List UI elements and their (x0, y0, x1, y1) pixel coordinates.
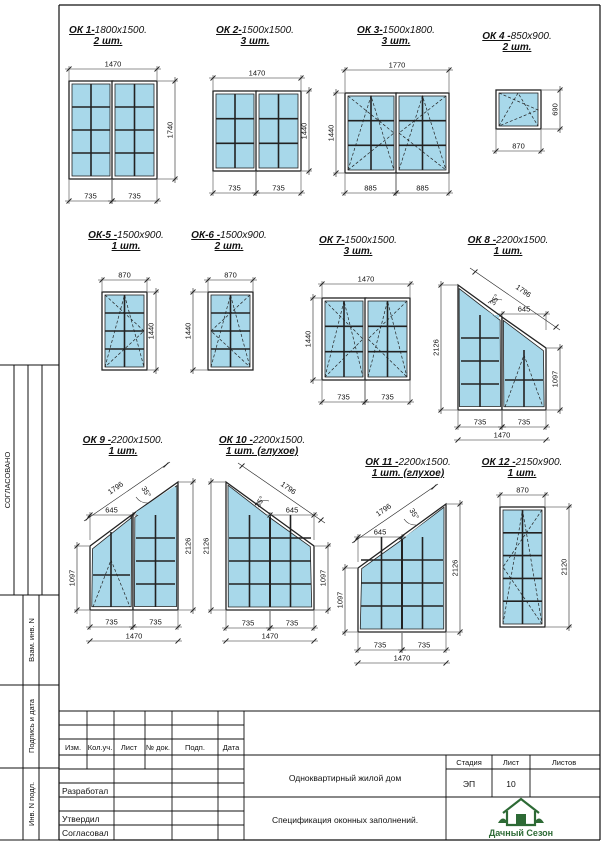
tb-sheet-value: 10 (506, 779, 516, 789)
angle-label: 35° (139, 484, 153, 499)
dimension-label: 1440 (183, 322, 193, 340)
window-quantity: 1 шт. (111, 241, 141, 252)
dimension-label: 1796 (106, 479, 125, 497)
window-quantity: 1 шт. (507, 468, 537, 479)
window-quantity: 3 шт. (343, 246, 373, 257)
dimension-label: 1440 (303, 330, 313, 348)
window-size: 2200х1500. (496, 235, 549, 246)
side-inv-orig-label: Инв. N подл. (27, 781, 36, 827)
dimension-label: 735 (128, 191, 141, 201)
window-code: ОК 10 - (218, 435, 253, 446)
tb-header-sign: Подп. (185, 743, 205, 752)
dimension-label: 1470 (357, 274, 375, 284)
dimension-label: 735 (381, 392, 394, 402)
dimension-label: 735 (272, 183, 285, 193)
tb-developed: Разработал (62, 786, 109, 796)
side-agreed-label: СОГЛАСОВАНО (3, 451, 12, 509)
dimension-label: 2126 (431, 339, 441, 356)
window-quantity: 2 шт. (502, 42, 532, 53)
tb-sheets-label: Листов (551, 758, 577, 767)
dimension-label: 735 (473, 417, 487, 427)
dimension-label: 735 (517, 417, 531, 427)
dimension-label: 735 (105, 617, 118, 627)
dimension-label: 870 (512, 141, 525, 151)
angle-label: 35° (407, 506, 421, 521)
dimension-label: 645 (373, 527, 387, 537)
window-title (69, 25, 147, 36)
window-ok5 (88, 230, 164, 374)
company-logo (489, 799, 553, 838)
dimension-label: 735 (417, 640, 431, 650)
window-code: ОК 1- (69, 25, 95, 36)
window-quantity: 2 шт. (93, 36, 123, 47)
window-title (191, 230, 267, 241)
window-size: 1800х1500. (94, 25, 147, 36)
tb-header-date: Дата (222, 743, 240, 752)
tb-header-kolvo: Кол.уч. (87, 743, 113, 752)
dimension-label: 645 (105, 505, 118, 515)
window-ok8 (432, 235, 564, 443)
window-title (468, 235, 549, 246)
angle-label: 35° (253, 494, 267, 509)
window-quantity: 1 шт. (глухое) (225, 446, 299, 457)
dimension-label: 1470 (104, 59, 122, 69)
dimension-label: 2126 (183, 537, 193, 555)
window-title (216, 25, 294, 36)
dimension-label: 1470 (393, 653, 411, 663)
tb-sheet-title: Спецификация оконных заполнений. (271, 815, 419, 825)
side-replace-label: Взам. инв. N (27, 618, 36, 662)
tb-agreed: Согласовал (62, 828, 109, 838)
window-title (83, 435, 164, 446)
dimension-label: 1470 (261, 631, 279, 641)
dimension-label: 1440 (326, 124, 336, 142)
dimension-label: 885 (364, 183, 377, 193)
window-code: ОК 7- (319, 235, 345, 246)
window-quantity: 2 шт. (214, 241, 244, 252)
dimension-label: 1796 (279, 479, 298, 497)
dimension-label: 1740 (165, 121, 175, 139)
window-size: 1500х1500. (241, 25, 294, 36)
window-ok1 (65, 25, 178, 204)
tb-header-izm: Изм. (64, 743, 82, 752)
window-size: 2200х1500. (398, 457, 451, 468)
window-code: ОК 2- (216, 25, 242, 36)
dimension-label: 885 (416, 183, 429, 193)
window-size: 2150х900. (515, 457, 563, 468)
dimension-label: 1796 (514, 282, 533, 300)
dimension-label: 735 (228, 183, 241, 193)
dimension-label: 645 (517, 304, 531, 314)
window-code: ОК 12 - (481, 457, 516, 468)
dimension-label: 870 (118, 270, 131, 280)
dimension-label: 2126 (450, 559, 460, 577)
window-title (219, 435, 305, 446)
window-quantity: 1 шт. (493, 246, 523, 257)
window-title (319, 235, 397, 246)
tb-sheet-label: Лист (502, 758, 520, 767)
tb-header-list: Лист (120, 743, 138, 752)
window-title (357, 25, 435, 36)
window-glass (499, 93, 538, 126)
window-ok12 (482, 457, 572, 631)
dimension-label: 2120 (559, 558, 569, 576)
window-code: ОК 3- (357, 25, 383, 36)
dimension-label: 735 (373, 640, 387, 650)
house-logo-icon (498, 799, 544, 825)
tb-stage-value: ЭП (462, 779, 476, 789)
window-ok3 (327, 25, 454, 196)
dimension-label: 1440 (299, 122, 309, 140)
window-ok2 (209, 25, 312, 196)
side-sign-date-label: Подпись и дата (27, 699, 36, 753)
dimension-label: 735 (241, 618, 255, 628)
window-title (482, 31, 552, 42)
window-code: ОК 8 - (467, 235, 497, 246)
dimension-label: 735 (337, 392, 350, 402)
dimension-label: 2126 (201, 537, 211, 555)
dimension-label: 1440 (146, 322, 156, 340)
window-title (365, 457, 450, 468)
window-title (482, 457, 563, 468)
dimension-label: 870 (516, 485, 529, 495)
window-drawings (65, 25, 572, 666)
window-ok4 (482, 31, 563, 154)
dimension-label: 1097 (335, 591, 345, 609)
dimension-label: 690 (550, 103, 560, 116)
dimension-label: 1470 (248, 68, 266, 78)
dimension-label: 735 (84, 191, 97, 201)
tb-approved: Утвердил (62, 814, 100, 824)
dimension-label: 645 (285, 505, 299, 515)
window-quantity: 3 шт. (381, 36, 411, 47)
dimension-label: 1097 (67, 569, 77, 587)
window-quantity: 1 шт. (глухое) (371, 468, 445, 479)
dimension-tick (432, 485, 437, 490)
dimension-tick (164, 463, 169, 468)
angle-label: 35° (488, 292, 502, 307)
window-ok11 (336, 457, 464, 666)
window-quantity: 1 шт. (108, 446, 138, 457)
dimension-label: 735 (285, 618, 299, 628)
window-ok10 (202, 435, 332, 644)
window-size: 1500х1500. (344, 235, 397, 246)
window-code: ОК 11 - (365, 457, 399, 468)
window-code: ОК-5 - (88, 230, 118, 241)
window-ok7 (304, 235, 415, 405)
window-code: ОК 4 - (482, 31, 511, 42)
window-size: 2200х1500. (252, 435, 306, 446)
window-ok6 (184, 230, 267, 374)
dimension-label: 1470 (493, 430, 511, 440)
dimension-label: 870 (224, 270, 237, 280)
window-title (88, 230, 164, 241)
dimension-label: 735 (149, 617, 162, 627)
tb-stage-label: Стадия (456, 758, 482, 767)
dimension-label: 1770 (388, 60, 406, 70)
window-size: 1500х900. (117, 230, 164, 241)
tb-header-doc: № док. (145, 743, 171, 752)
window-size: 1500х1800. (382, 25, 435, 36)
dimension-label: 1470 (125, 631, 143, 641)
window-ok9 (68, 435, 197, 644)
window-size: 2200х1500. (111, 435, 164, 446)
dimension-label: 1796 (374, 501, 393, 519)
window-quantity: 3 шт. (240, 36, 270, 47)
window-code: ОК-6 - (191, 230, 221, 241)
logo-text: Дачный Сезон (488, 828, 554, 838)
window-size: 1500х900. (220, 230, 267, 241)
window-size: 850х900. (510, 31, 552, 42)
dimension-label: 1097 (550, 370, 560, 388)
tb-project-name: Одноквартирный жилой дом (288, 773, 402, 783)
window-code: ОК 9 - (82, 435, 112, 446)
dimension-label: 1097 (318, 569, 328, 587)
